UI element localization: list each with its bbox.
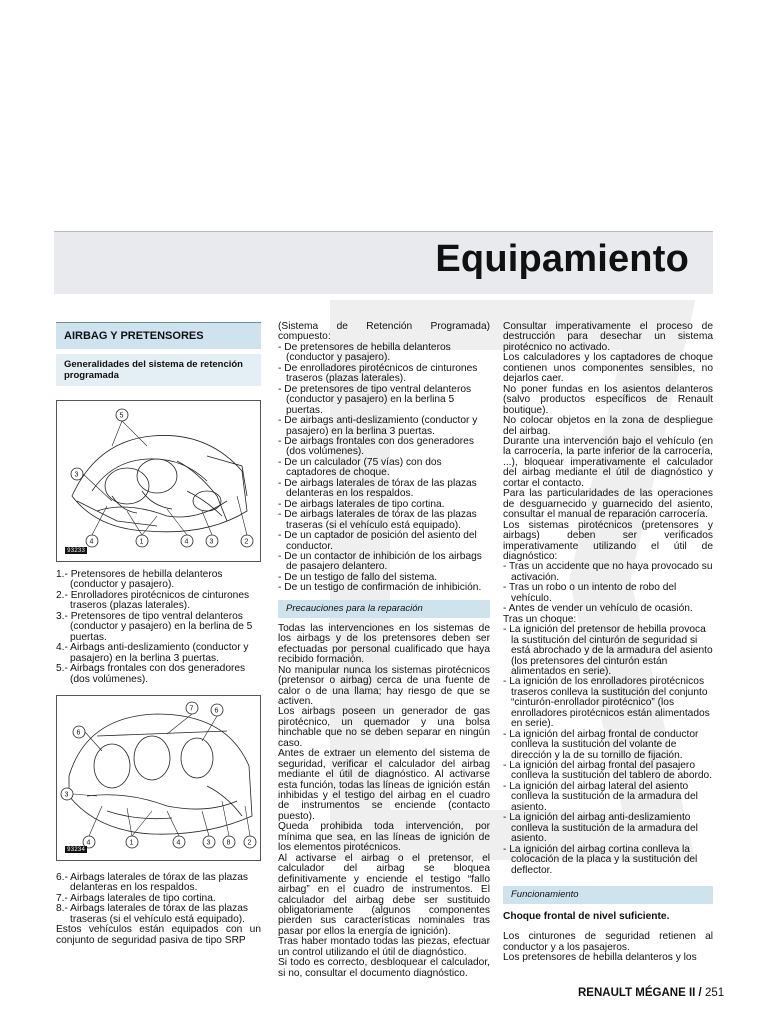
paragraph: Estos vehículos están equipados con un conjunto de seguridad pasiva de tipo SRP xyxy=(56,924,261,946)
legend-list-1 xyxy=(56,570,261,685)
paragraph: No colocar objetos en la zona de despliegue del airbag. xyxy=(503,415,713,437)
section-heading: AIRBAG Y PRETENSORES xyxy=(56,322,261,349)
precautions-text xyxy=(278,624,490,979)
car-diagram-1 xyxy=(57,401,260,559)
list-item: 8.- Airbags laterales de tórax de las plazas traseras (si el vehículo está equipado). xyxy=(56,903,248,925)
list-item: 5.- Airbags frontales con dos generadores (dos volúmenes). xyxy=(56,663,246,685)
list-item: - De airbags anti-deslizamiento (conductor y pasajero) en la berlina 3 puertas. xyxy=(278,415,478,437)
list-item: - De airbags laterales de tórax de las plazas delanteras en los respaldos. xyxy=(278,477,477,500)
list-item: - La ignición del airbag frontal del pasajero conlleva la sustitución del tablero de abordo. xyxy=(503,760,713,782)
car-diagram-2 xyxy=(57,696,260,858)
paragraph: Los pretensores de hebilla delanteros y los xyxy=(503,952,697,964)
list-item: - De un captador de posición del asiento del conductor. xyxy=(278,530,477,552)
svg-text:4: 4 xyxy=(89,538,94,546)
column-1 xyxy=(56,322,261,946)
list-item: - De un testigo de confirmación de inhibición. xyxy=(278,582,482,594)
svg-text:6: 6 xyxy=(76,729,81,737)
paragraph: Tras haber montado todas las piezas, efectuar un control utilizando el útil de diagnóstico. xyxy=(278,936,490,958)
column-3 xyxy=(503,322,713,964)
list-item: - La ignición del airbag anti-deslizamiento conlleva la sustitución de la armadura del asiento. xyxy=(503,812,698,845)
list-item: 3.- Pretensores de tipo ventral delanteros (conductor y pasajero) en la berlina de 5 puertas. xyxy=(56,610,253,643)
svg-text:3: 3 xyxy=(209,538,214,546)
svg-text:3: 3 xyxy=(206,839,211,847)
list-item: - De airbags laterales de tipo cortina. xyxy=(278,498,445,510)
paragraph: Consultar imperativamente el proceso de destrucción para desechar un sistema pirotécnico no activado. xyxy=(503,321,713,353)
paragraph: Durante una intervención bajo el vehículo (en la carrocería, la parte inferior de la carrocería, ...), bloquear imperativamente el calculador del airbag mediante el útil de diagnóstico y cortar el contacto. xyxy=(503,435,713,489)
paragraph: Los airbags poseen un generador de gas pirotécnico, un quemador y una bolsa hinchable que no se deben separar en ningún caso. xyxy=(278,706,490,749)
list-item: 2.- Enrolladores pirotécnicos de cinturones traseros (plazas laterales). xyxy=(56,589,250,612)
legend-list-2 xyxy=(56,873,261,925)
page-number: 251 xyxy=(704,987,725,999)
svg-text:4: 4 xyxy=(184,538,189,546)
svg-text:5: 5 xyxy=(119,412,124,420)
paragraph: Queda prohibida toda intervención, por mínima que sea, en las líneas de ignición de los elementos pirotécnicos. xyxy=(278,821,490,854)
list-item: - Tras un accidente que no haya provocado su activación. xyxy=(503,561,713,583)
list-item: - Tras un robo o un intento de robo del vehículo. xyxy=(503,582,677,604)
page-title: Equipamiento xyxy=(435,238,689,280)
list-item: 1.- Pretensores de hebilla delanteros (conductor y pasajero). xyxy=(56,569,223,591)
list-item: - La ignición del airbag frontal de conductor conlleva la sustitución del volante de dirección y la de su tornillo de fijación. xyxy=(503,728,699,761)
sub-heading: Generalidades del sistema de retención programada xyxy=(56,354,261,386)
list-item: - De enrolladores pirotécnicos de cinturones traseros (plazas laterales). xyxy=(278,362,478,385)
list-item: 4.- Airbags anti-deslizamiento (conductor y pasajero) en la berlina 3 puertas. xyxy=(56,642,249,664)
footer-brand: RENAULT MÉGANE II xyxy=(578,987,696,999)
list-item: 6.- Airbags laterales de tórax de las plazas delanteras en los respaldos. xyxy=(56,871,248,894)
list-item: - De un testigo de fallo del sistema. xyxy=(278,571,438,583)
subsection-heading: Funcionamiento xyxy=(503,886,713,904)
paragraph: Para las particularidades de las operaciones de desguarnecido y guarnecido del asiento, consultar el manual de reparación carrocería. xyxy=(503,488,713,521)
paragraph: No manipular nunca los sistemas pirotécnicos (pretensor o airbag) cerca de una fuente de calor o de una llama; hay riesgo de que se activen. xyxy=(278,664,490,707)
svg-text:1: 1 xyxy=(129,839,134,847)
svg-text:2: 2 xyxy=(247,839,252,847)
component-list xyxy=(278,343,490,594)
list-item: - La ignición del airbag cortina conlleva la colocación de la placa y la sustitución del deflector. xyxy=(503,843,698,876)
list-item: - De pretensores de hebilla delanteros (conductor y pasajero). xyxy=(278,341,451,364)
svg-text:4: 4 xyxy=(176,839,181,847)
paragraph: Todas las intervenciones en los sistemas de los airbags y de los pretensores deben ser efectuadas por personal cualificado que haya recibido formación. xyxy=(278,622,490,666)
svg-text:2: 2 xyxy=(244,538,249,546)
svg-text:3: 3 xyxy=(74,471,79,479)
svg-text:3: 3 xyxy=(64,791,69,799)
paragraph: (Sistema de Retención Programada) compuesto: xyxy=(278,321,490,343)
paragraph: Los calculadores y los captadores de choque contienen unos componentes sensibles, no dejarlos caer. xyxy=(503,352,713,385)
svg-text:1: 1 xyxy=(139,538,144,546)
bold-heading: Choque frontal de nivel suficiente. xyxy=(503,911,670,923)
list-item: - Antes de vender un vehículo de ocasión. xyxy=(503,603,693,615)
list-item: - La ignición del airbag lateral del asiento conlleva la sustitución de la armadura del asiento. xyxy=(503,780,698,813)
figure-code: 93233 xyxy=(67,547,86,554)
column-2 xyxy=(278,322,490,979)
subsection-heading: Precauciones para la reparación xyxy=(278,600,490,618)
paragraph: Los sistemas pirotécnicos (pretensores y airbags) deben ser verificados imperativamente utilizando el útil de diagnóstico: xyxy=(503,519,713,562)
list-item: 7.- Airbags laterales de tipo cortina. xyxy=(56,892,216,904)
paragraph: Al activarse el airbag o el pretensor, el calculador del airbag se bloquea definitivamente y enciende el testigo “fallo airbag” en el cuadro de instrumentos. El calculador del airbag debe ser sustituido obligatoriamente (algunos componentes pierden sus características nominales tras pasar por ellos la energía de ignición). xyxy=(278,852,490,937)
paragraph: Antes de extraer un elemento del sistema de seguridad, verificar el calculador del airbag mediante el útil de diagnóstico. Al activarse esta función, todas las líneas de ignición están inhibidas y el testigo del airbag en el cuadro de instrumentos se enciende (contacto puesto). xyxy=(278,748,490,822)
paragraph: Tras un choque: xyxy=(503,613,577,625)
paragraph: No poner fundas en los asientos delanteros (salvo productos específicos de Renault boutique). xyxy=(503,383,713,416)
svg-text:8: 8 xyxy=(226,839,231,847)
list-item: - La ignición del pretensor de hebilla provoca la sustitución del cinturón de seguridad si está abrochado y de la armadura del asiento (los pretensores del cinturón están alimentados en serie). xyxy=(503,624,713,677)
figure-code: 93234 xyxy=(67,845,86,853)
paragraph: Los cinturones de seguridad retienen al conductor y a los pasajeros. xyxy=(503,931,713,953)
list-item: - De airbags frontales con dos generadores (dos volúmenes). xyxy=(278,435,474,458)
svg-text:7: 7 xyxy=(189,705,194,713)
list-item: - De airbags laterales de tórax de las plazas traseras (si el vehículo está equipado). xyxy=(278,509,477,531)
svg-text:6: 6 xyxy=(214,707,219,715)
paragraph: Si todo es correcto, desbloquear el calculador, si no, consultar el documento diagnóstico. xyxy=(278,957,490,979)
list-item: - La ignición de los enrolladores pirotécnicos traseros conlleva la sustitución del conjunto “cinturón-enrollador pirotécnico” (los enrolladores pirotécnicos están alimentados en serie). xyxy=(503,676,710,730)
title-band xyxy=(54,231,713,294)
list-item: - De un calculador (75 vías) con dos captadores de choque. xyxy=(278,456,442,479)
figure-airbag-front xyxy=(56,400,261,562)
list-item: - De un contactor de inhibición de los airbags de pasajero delantero. xyxy=(278,550,482,573)
figure-airbag-side xyxy=(56,695,261,861)
list-item: - De pretensores de tipo ventral delanteros (conductor y pasajero) en la berlina 5 puertas. xyxy=(278,383,472,416)
page-footer: RENAULT MÉGANE II / 251 xyxy=(578,987,725,999)
svg-text:4: 4 xyxy=(86,839,91,847)
